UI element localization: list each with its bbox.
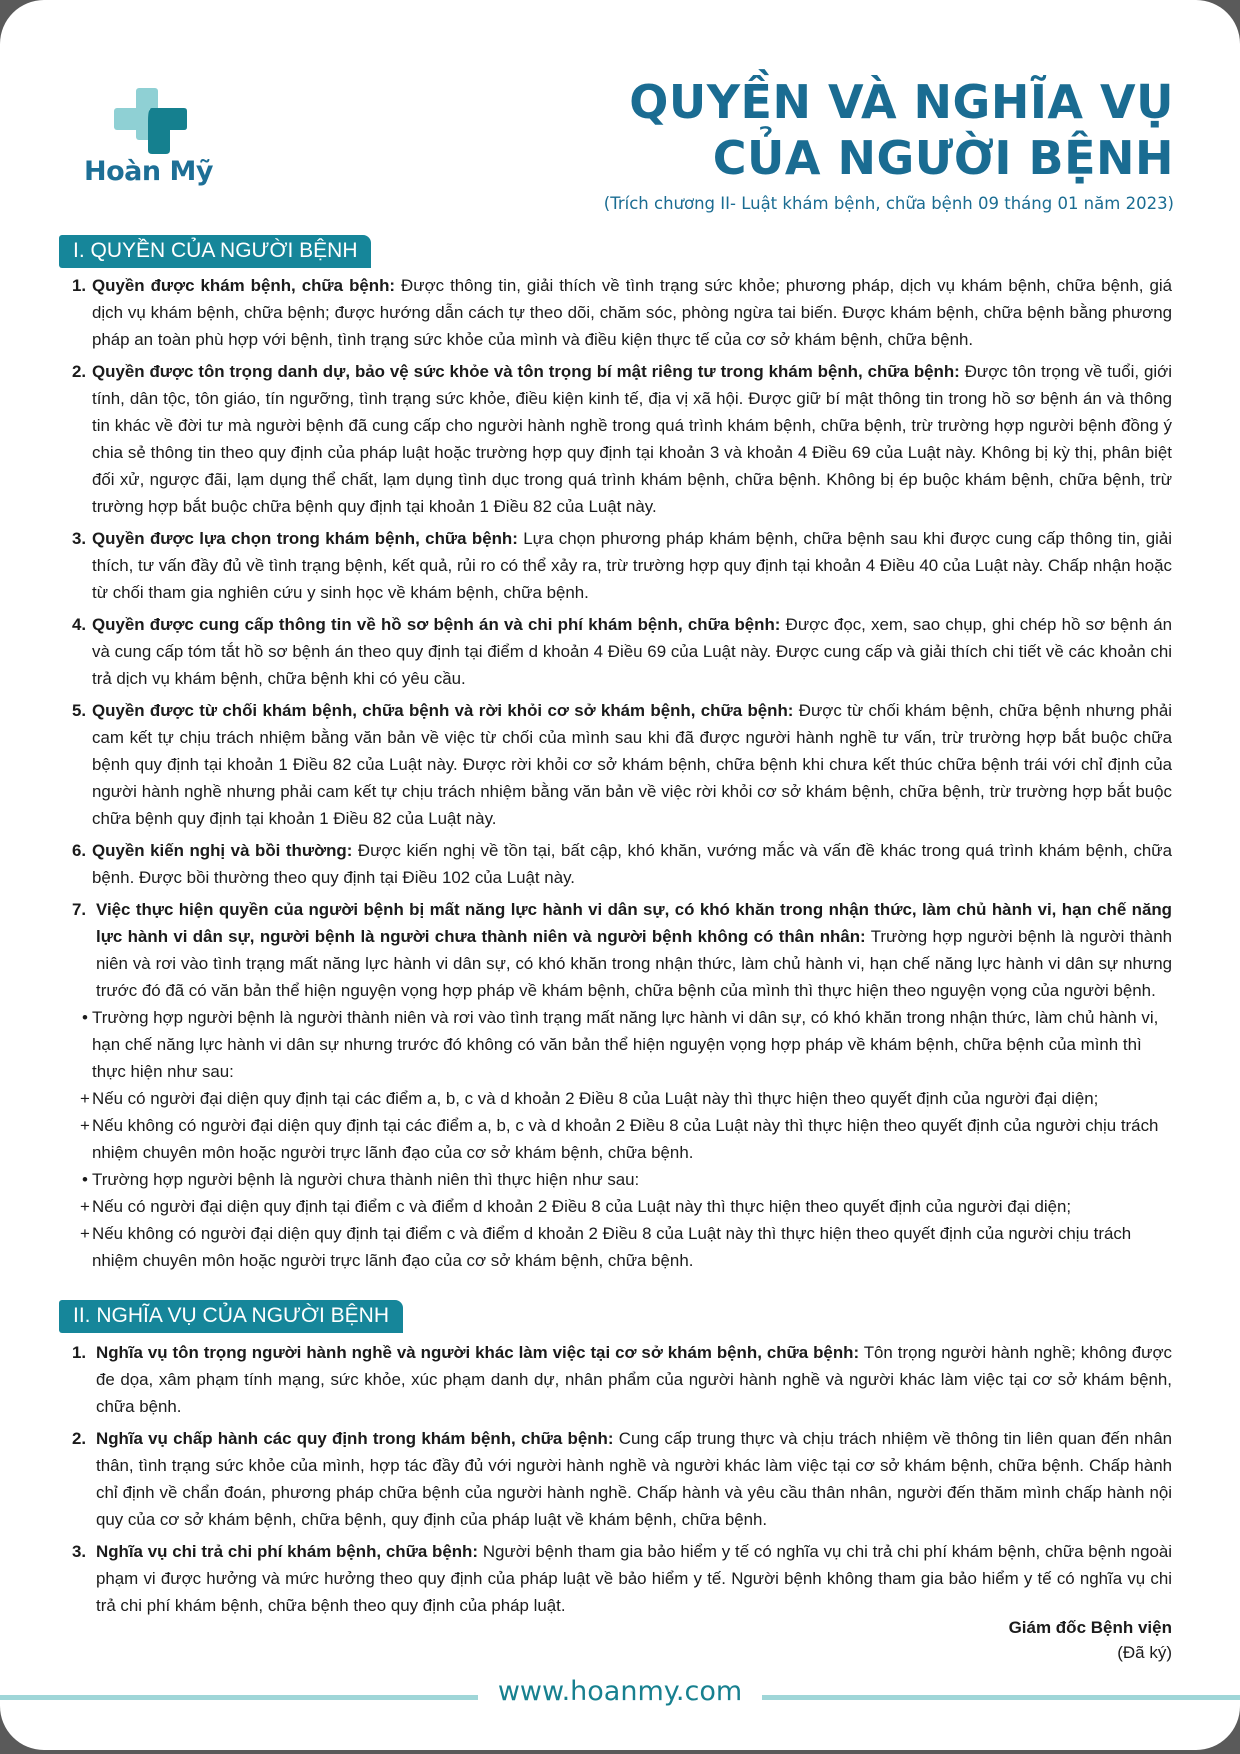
- item-title: Quyền được khám bệnh, chữa bệnh:: [92, 276, 396, 295]
- signature-title: Giám đốc Bệnh viện: [1008, 1618, 1172, 1637]
- hoan-my-logo: [84, 88, 214, 194]
- page-title-line-1: QUYỀN VÀ NGHĨA VỤ: [629, 75, 1174, 129]
- document-header: [604, 74, 1174, 213]
- item-text: Được từ chối khám bệnh, chữa bệnh nhưng phải cam kết tự chịu trách nhiệm bằng văn bản về việc từ chối của mình sau khi đã được người hành nghề tư vấn, trừ trường hợp bắt buộc chữa bệnh quy định tại khoản 1 Điều 82 của Luật này. Được rời khỏi cơ sở khám bệnh, chữa bệnh khi chưa kết thúc chữa bệnh trái với chỉ định của người hành nghề nhưng phải cam kết tự chịu trách nhiệm bằng văn bản về việc rời khỏi cơ sở khám bệnh, chữa bệnh, trừ trường hợp bắt buộc chữa bệnh quy định tại khoản 1 Điều 82 của Luật này.: [92, 701, 1173, 828]
- sub-point-plus: + Nếu có người đại diện quy định tại điểm c và điểm d khoản 2 Điều 8 của Luật này thì thực hiện theo quyết định của người đại diện;: [80, 1197, 1072, 1216]
- item-title: Nghĩa vụ tôn trọng người hành nghề và người khác làm việc tại cơ sở khám bệnh, chữa bệnh:: [96, 1343, 860, 1362]
- item-title: Nghĩa vụ chấp hành các quy định trong khám bệnh, chữa bệnh:: [96, 1429, 614, 1448]
- rights-item: 4. Quyền được cung cấp thông tin về hồ sơ bệnh án và chi phí khám bệnh, chữa bệnh: Được đọc, xem, sao chụp, ghi chép hồ sơ bệnh án và cung cấp tóm tắt hồ sơ bệnh án theo quy định tại điểm d khoản 4 Điều 69 của Luật này. Được cung cấp và giải thích chi tiết về các khoản chi trả dịch vụ khám bệnh, chữa bệnh khi có yêu cầu.: [72, 615, 1172, 688]
- signature-block: [1009, 1615, 1172, 1665]
- rights-item: 7. Việc thực hiện quyền của người bệnh bị mất năng lực hành vi dân sự, có khó khăn trong nhận thức, làm chủ hành vi, hạn chế năng lực hành vi dân sự, người bệnh là người chưa thành niên và người bệnh không có thân nhân: Trường hợp người bệnh là người thành niên và rơi vào tình trạng mất năng lực hành vi dân sự, có khó khăn trong nhận thức, làm chủ hành vi, hạn chế năng lực hành vi dân sự nhưng trước đó đã có văn bản thể hiện nguyện vọng hợp pháp về khám bệnh, chữa bệnh của mình thì thực hiện theo nguyện vọng của người bệnh.: [72, 900, 1172, 1000]
- signature-note: (Đã ký): [1117, 1643, 1172, 1662]
- item-title: Quyền được từ chối khám bệnh, chữa bệnh và rời khỏi cơ sở khám bệnh, chữa bệnh:: [92, 701, 794, 720]
- page-title-line-2: CỦA NGƯỜI BỆNH: [712, 131, 1174, 185]
- item-title: Quyền kiến nghị và bồi thường:: [92, 841, 353, 860]
- item-title: Quyền được lựa chọn trong khám bệnh, chữa bệnh:: [92, 529, 518, 548]
- medical-cross-icon: [114, 88, 188, 156]
- obligation-item: 3. Nghĩa vụ chi trả chi phí khám bệnh, chữa bệnh: Người bệnh tham gia bảo hiểm y tế có nghĩa vụ chi trả chi phí khám bệnh, chữa bệnh ngoài phạm vi được hưởng và mức hưởng theo quy định của pháp luật về bảo hiểm y tế. Người bệnh không tham gia bảo hiểm y tế có nghĩa vụ chi trả chi phí khám bệnh, chữa bệnh theo quy định của pháp luật.: [72, 1542, 1173, 1615]
- item-title: Việc thực hiện quyền của người bệnh bị mất năng lực hành vi dân sự, có khó khăn trong nhận thức, làm chủ hành vi, hạn chế năng lực hành vi dân sự, người bệnh là người chưa thành niên và người bệnh không có thân nhân:: [96, 900, 1172, 946]
- obligation-item: 1. Nghĩa vụ tôn trọng người hành nghề và người khác làm việc tại cơ sở khám bệnh, chữa bệnh: Tôn trọng người hành nghề; không được đe dọa, xâm phạm tính mạng, sức khỏe, xúc phạm danh dự, nhân phẩm của người hành nghề và người khác làm việc tại cơ sở khám bệnh, chữa bệnh.: [72, 1343, 1172, 1416]
- item-text: Tôn trọng người hành nghề; không được đe dọa, xâm phạm tính mạng, sức khỏe, xúc phạm danh dự, nhân phẩm của người hành nghề và người khác làm việc tại cơ sở khám bệnh, chữa bệnh.: [96, 1343, 1172, 1416]
- item-title: Quyền được cung cấp thông tin về hồ sơ bệnh án và chi phí khám bệnh, chữa bệnh:: [92, 615, 781, 634]
- rights-item: 3. Quyền được lựa chọn trong khám bệnh, chữa bệnh: Lựa chọn phương pháp khám bệnh, chữa bệnh sau khi được cung cấp thông tin, giải thích, tư vấn đầy đủ về tình trạng bệnh, kết quả, rủi ro có thể xảy ra, trừ trường hợp quy định tại khoản 4 Điều 40 của Luật này. Chấp nhận hoặc từ chối tham gia nghiên cứu y sinh học về khám bệnh, chữa bệnh.: [72, 529, 1172, 602]
- page-subtitle: (Trích chương II- Luật khám bệnh, chữa bệnh 09 tháng 01 năm 2023): [603, 194, 1174, 213]
- rights-item: 1. Quyền được khám bệnh, chữa bệnh: Được thông tin, giải thích về tình trạng sức khỏe; phương pháp, dịch vụ khám bệnh, chữa bệnh, giá dịch vụ khám bệnh, chữa bệnh; được hướng dẫn cách tự theo dõi, chăm sóc, phòng ngừa tai biến. Được khám bệnh, chữa bệnh bằng phương pháp an toàn phù hợp với bệnh, tình trạng sức khỏe của mình và điều kiện thực tế của cơ sở khám bệnh, chữa bệnh.: [72, 276, 1172, 349]
- rights-item: 5. Quyền được từ chối khám bệnh, chữa bệnh và rời khỏi cơ sở khám bệnh, chữa bệnh: Được từ chối khám bệnh, chữa bệnh nhưng phải cam kết tự chịu trách nhiệm bằng văn bản về việc từ chối của mình sau khi đã được người hành nghề tư vấn, trừ trường hợp bắt buộc chữa bệnh quy định tại khoản 1 Điều 82 của Luật này. Được rời khỏi cơ sở khám bệnh, chữa bệnh khi chưa kết thúc chữa bệnh trái với chỉ định của người hành nghề nhưng phải cam kết tự chịu trách nhiệm bằng văn bản về việc rời khỏi cơ sở khám bệnh, chữa bệnh, trừ trường hợp bắt buộc chữa bệnh quy định tại khoản 1 Điều 82 của Luật này.: [72, 701, 1173, 828]
- item-text: Trường hợp người bệnh là người thành niên và rơi vào tình trạng mất năng lực hành vi dân sự, có khó khăn trong nhận thức, làm chủ hành vi, hạn chế năng lực hành vi dân sự nhưng trước đó đã có văn bản thể hiện nguyện vọng hợp pháp về khám bệnh, chữa bệnh của mình thì thực hiện theo nguyện vọng của người bệnh.: [96, 927, 1172, 1000]
- item-title: Nghĩa vụ chi trả chi phí khám bệnh, chữa bệnh:: [96, 1542, 479, 1561]
- sub-point-plus: + Nếu không có người đại diện quy định tại điểm c và điểm d khoản 2 Điều 8 của Luật này thì thực hiện theo quyết định của người chịu trách nhiệm chuyên môn hoặc người trực lãnh đạo của cơ sở khám bệnh, chữa bệnh.: [80, 1224, 1132, 1270]
- sub-point-bullet: • Trường hợp người bệnh là người thành niên và rơi vào tình trạng mất năng lực hành vi dân sự, có khó khăn trong nhận thức, làm chủ hành vi, hạn chế năng lực hành vi dân sự nhưng trước đó không có văn bản thể hiện nguyện vọng hợp pháp về khám bệnh, chữa bệnh của mình thì thực hiện như sau:: [82, 1008, 1159, 1081]
- footer-website-link[interactable]: www.hoanmy.com: [497, 1676, 743, 1707]
- item-text: Lựa chọn phương pháp khám bệnh, chữa bệnh sau khi được cung cấp thông tin, giải thích, tư vấn đầy đủ về tình trạng bệnh, kết quả, rủi ro có thể xảy ra, trừ trường hợp quy định tại khoản 4 Điều 40 của Luật này. Chấp nhận hoặc từ chối tham gia nghiên cứu y sinh học về khám bệnh, chữa bệnh.: [92, 529, 1172, 602]
- item-text: Người bệnh tham gia bảo hiểm y tế có nghĩa vụ chi trả chi phí khám bệnh, chữa bệnh ngoài phạm vi được hưởng và mức hưởng theo quy định của pháp luật về bảo hiểm y tế. Người bệnh không tham gia bảo hiểm y tế có nghĩa vụ chi trả chi phí khám bệnh, chữa bệnh theo quy định của pháp luật.: [96, 1542, 1173, 1615]
- rights-item: 2. Quyền được tôn trọng danh dự, bảo vệ sức khỏe và tôn trọng bí mật riêng tư trong khám bệnh, chữa bệnh: Được tôn trọng về tuổi, giới tính, dân tộc, tôn giáo, tín ngưỡng, tình trạng sức khỏe, điều kiện kinh tế, địa vị xã hội. Được giữ bí mật thông tin trong hồ sơ bệnh án và thông tin khác về đời tư mà người bệnh đã cung cấp cho người hành nghề trong quá trình khám bệnh, chữa bệnh, trừ trường hợp người bệnh đồng ý chia sẻ thông tin theo quy định của pháp luật hoặc trường hợp quy định tại khoản 3 và khoản 4 Điều 69 của Luật này. Không bị kỳ thị, phân biệt đối xử, ngược đãi, lạm dụng thể chất, lạm dụng tình dục trong quá trình khám bệnh, chữa bệnh. Không bị ép buộc khám bệnh, chữa bệnh, trừ trường hợp bắt buộc chữa bệnh quy định tại khoản 1 Điều 82 của Luật này.: [72, 362, 1172, 516]
- item-text: Được tôn trọng về tuổi, giới tính, dân tộc, tôn giáo, tín ngưỡng, tình trạng sức khỏe, điều kiện kinh tế, địa vị xã hội. Được giữ bí mật thông tin trong hồ sơ bệnh án và thông tin khác về đời tư mà người bệnh đã cung cấp cho người hành nghề trong quá trình khám bệnh, chữa bệnh, trừ trường hợp người bệnh đồng ý chia sẻ thông tin theo quy định của pháp luật hoặc trường hợp quy định tại khoản 3 và khoản 4 Điều 69 của Luật này. Không bị kỳ thị, phân biệt đối xử, ngược đãi, lạm dụng thể chất, lạm dụng tình dục trong quá trình khám bệnh, chữa bệnh. Không bị ép buộc khám bệnh, chữa bệnh, trừ trường hợp bắt buộc chữa bệnh quy định tại khoản 1 Điều 82 của Luật này.: [92, 362, 1172, 516]
- obligation-item: 2. Nghĩa vụ chấp hành các quy định trong khám bệnh, chữa bệnh: Cung cấp trung thực và chịu trách nhiệm về thông tin liên quan đến nhân thân, tình trạng sức khỏe của mình, hợp tác đầy đủ với người hành nghề và người khác làm việc tại cơ sở khám bệnh, chữa bệnh. Chấp hành chỉ định về chẩn đoán, phương pháp chữa bệnh của người hành nghề. Chấp hành và yêu cầu thân nhân, người đến thăm mình chấp hành nội quy của cơ sở khám bệnh, chữa bệnh, quy định của pháp luật về khám bệnh, chữa bệnh.: [72, 1429, 1172, 1529]
- item-text: Cung cấp trung thực và chịu trách nhiệm về thông tin liên quan đến nhân thân, tình trạng sức khỏe của mình, hợp tác đầy đủ với người hành nghề và người khác làm việc tại cơ sở khám bệnh, chữa bệnh. Chấp hành chỉ định về chẩn đoán, phương pháp chữa bệnh của người hành nghề. Chấp hành và yêu cầu thân nhân, người đến thăm mình chấp hành nội quy của cơ sở khám bệnh, chữa bệnh, quy định của pháp luật về khám bệnh, chữa bệnh.: [96, 1429, 1172, 1529]
- item-title: Quyền được tôn trọng danh dự, bảo vệ sức khỏe và tôn trọng bí mật riêng tư trong khám bệnh, chữa bệnh:: [92, 362, 960, 381]
- rights-item: 6. Quyền kiến nghị và bồi thường: Được kiến nghị về tồn tại, bất cập, khó khăn, vướng mắc và vấn đề khác trong quá trình khám bệnh, chữa bệnh. Được bồi thường theo quy định tại Điều 102 của Luật này.: [72, 841, 1172, 887]
- rights-list: [72, 272, 1172, 1274]
- item-text: Được kiến nghị về tồn tại, bất cập, khó khăn, vướng mắc và vấn đề khác trong quá trình khám bệnh, chữa bệnh. Được bồi thường theo quy định tại Điều 102 của Luật này.: [92, 841, 1172, 887]
- section-heading-obligations: II. NGHĨA VỤ CỦA NGƯỜI BỆNH: [59, 1300, 403, 1333]
- sub-point-plus: + Nếu không có người đại diện quy định tại các điểm a, b, c và d khoản 2 Điều 8 của Luật này thì thực hiện theo quyết định của người chịu trách nhiệm chuyên môn hoặc người trực lãnh đạo của cơ sở khám bệnh, chữa bệnh.: [80, 1116, 1159, 1162]
- sub-point-bullet: • Trường hợp người bệnh là người chưa thành niên thì thực hiện như sau:: [82, 1170, 640, 1189]
- item-text: Được thông tin, giải thích về tình trạng sức khỏe; phương pháp, dịch vụ khám bệnh, chữa bệnh, giá dịch vụ khám bệnh, chữa bệnh; được hướng dẫn cách tự theo dõi, chăm sóc, phòng ngừa tai biến. Được khám bệnh, chữa bệnh bằng phương pháp an toàn phù hợp với bệnh, tình trạng sức khỏe của mình và điều kiện thực tế của cơ sở khám bệnh, chữa bệnh.: [92, 276, 1172, 349]
- sub-point-plus: + Nếu có người đại diện quy định tại các điểm a, b, c và d khoản 2 Điều 8 của Luật này thì thực hiện theo quyết định của người đại diện;: [80, 1089, 1099, 1108]
- item-text: Được đọc, xem, sao chụp, ghi chép hồ sơ bệnh án và cung cấp tóm tắt hồ sơ bệnh án theo quy định tại điểm d khoản 4 Điều 69 của Luật này. Được cung cấp và giải thích chi tiết về các khoản chi trả dịch vụ khám bệnh, chữa bệnh khi có yêu cầu.: [92, 615, 1172, 688]
- section-heading-rights: I. QUYỀN CỦA NGƯỜI BỆNH: [59, 235, 371, 268]
- obligations-list: [72, 1339, 1172, 1624]
- logo-brand-name: Hoàn Mỹ: [84, 156, 213, 187]
